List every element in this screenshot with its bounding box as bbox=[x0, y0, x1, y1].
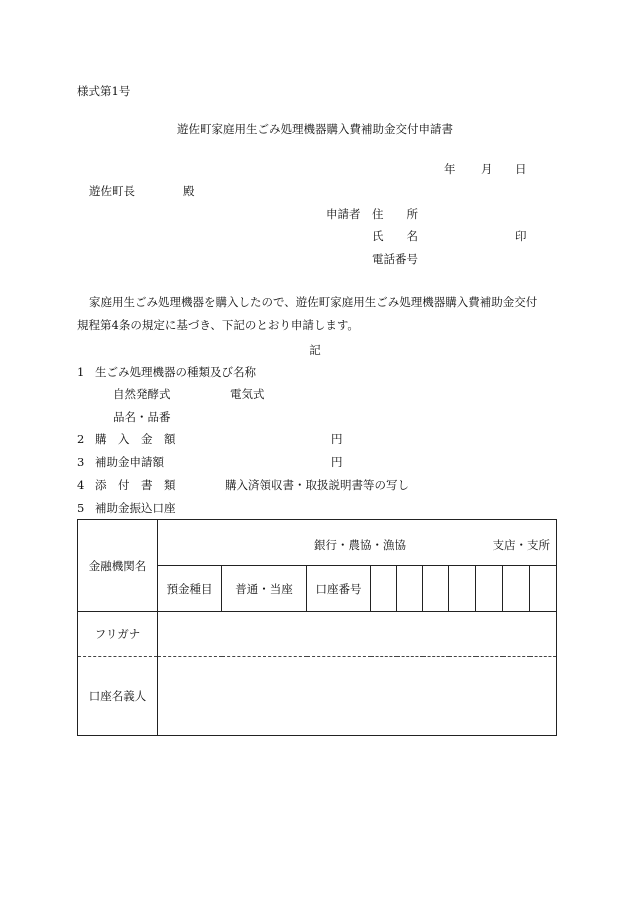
holder-label-cell bbox=[78, 657, 158, 736]
item3-num: 3 bbox=[77, 455, 85, 469]
applicant-label: 申請者 bbox=[326, 207, 361, 221]
deposit-type-label-cell bbox=[158, 566, 222, 612]
phone-label: 電話番号 bbox=[372, 252, 418, 266]
deposit-type-label: 預金種目 bbox=[166, 581, 213, 596]
address-label: 住 所 bbox=[372, 207, 418, 221]
item2-label: 購 入 金 額 bbox=[95, 432, 176, 446]
account-digit-7[interactable] bbox=[530, 566, 557, 612]
branch-types: 支店・支所 bbox=[492, 538, 551, 552]
furigana-label-cell bbox=[78, 612, 158, 657]
item2-num: 2 bbox=[77, 432, 85, 446]
item1-label: 生ごみ処理機器の種類及び名称 bbox=[95, 365, 256, 379]
account-digit-2[interactable] bbox=[397, 566, 423, 612]
form-number: 様式第1号 bbox=[77, 84, 131, 98]
account-number-label: 口座番号 bbox=[315, 581, 362, 596]
seal-mark: 印 bbox=[515, 229, 527, 243]
item3-label: 補助金申請額 bbox=[95, 455, 164, 469]
body-text-line1: 家庭用生ごみ処理機器を購入したので、遊佐町家庭用生ごみ処理機器購入費補助金交付 bbox=[89, 295, 538, 309]
account-number-label-cell bbox=[307, 566, 371, 612]
item5-num: 5 bbox=[77, 501, 85, 515]
account-digit-4[interactable] bbox=[449, 566, 476, 612]
date-day-label: 日 bbox=[515, 162, 527, 176]
bank-account-table bbox=[77, 519, 557, 736]
ki-heading: 記 bbox=[309, 343, 321, 357]
addressee-name: 遊佐町長 bbox=[89, 184, 135, 198]
item1-model: 品名・品番 bbox=[113, 410, 171, 424]
item1-type2: 電気式 bbox=[230, 387, 265, 401]
item1-num: 1 bbox=[77, 365, 85, 379]
deposit-type-value: 普通・当座 bbox=[235, 581, 293, 596]
page-title: 遊佐町家庭用生ごみ処理機器購入費補助金交付申請書 bbox=[177, 122, 453, 136]
bank-types: 銀行・農協・漁協 bbox=[314, 538, 406, 552]
name-label: 氏 名 bbox=[372, 229, 418, 243]
date-month-label: 月 bbox=[481, 162, 493, 176]
account-digit-6[interactable] bbox=[503, 566, 530, 612]
account-digit-5[interactable] bbox=[476, 566, 503, 612]
institution-label: 金融機関名 bbox=[88, 558, 147, 573]
account-digit-3[interactable] bbox=[423, 566, 449, 612]
item4-value: 購入済領収書・取扱説明書等の写し bbox=[225, 478, 409, 492]
item4-num: 4 bbox=[77, 478, 85, 492]
item1-type1: 自然発酵式 bbox=[113, 387, 171, 401]
deposit-type-value-cell[interactable] bbox=[222, 566, 307, 612]
item4-label: 添 付 書 類 bbox=[95, 478, 176, 492]
holder-label: 口座名義人 bbox=[88, 689, 147, 703]
item2-unit: 円 bbox=[331, 432, 343, 446]
account-digit-1[interactable] bbox=[371, 566, 397, 612]
date-year-label: 年 bbox=[444, 162, 456, 176]
furigana-label: フリガナ bbox=[94, 627, 141, 641]
addressee-honorific: 殿 bbox=[183, 184, 195, 198]
institution-name-cell[interactable] bbox=[158, 520, 557, 566]
item5-label: 補助金振込口座 bbox=[95, 501, 176, 515]
furigana-input-cell[interactable] bbox=[158, 612, 557, 657]
item3-unit: 円 bbox=[331, 455, 343, 469]
institution-label-cell bbox=[78, 520, 158, 612]
body-text-line2: 規程第4条の規定に基づき、下記のとおり申請します。 bbox=[77, 318, 359, 332]
holder-input-cell[interactable] bbox=[158, 657, 557, 736]
